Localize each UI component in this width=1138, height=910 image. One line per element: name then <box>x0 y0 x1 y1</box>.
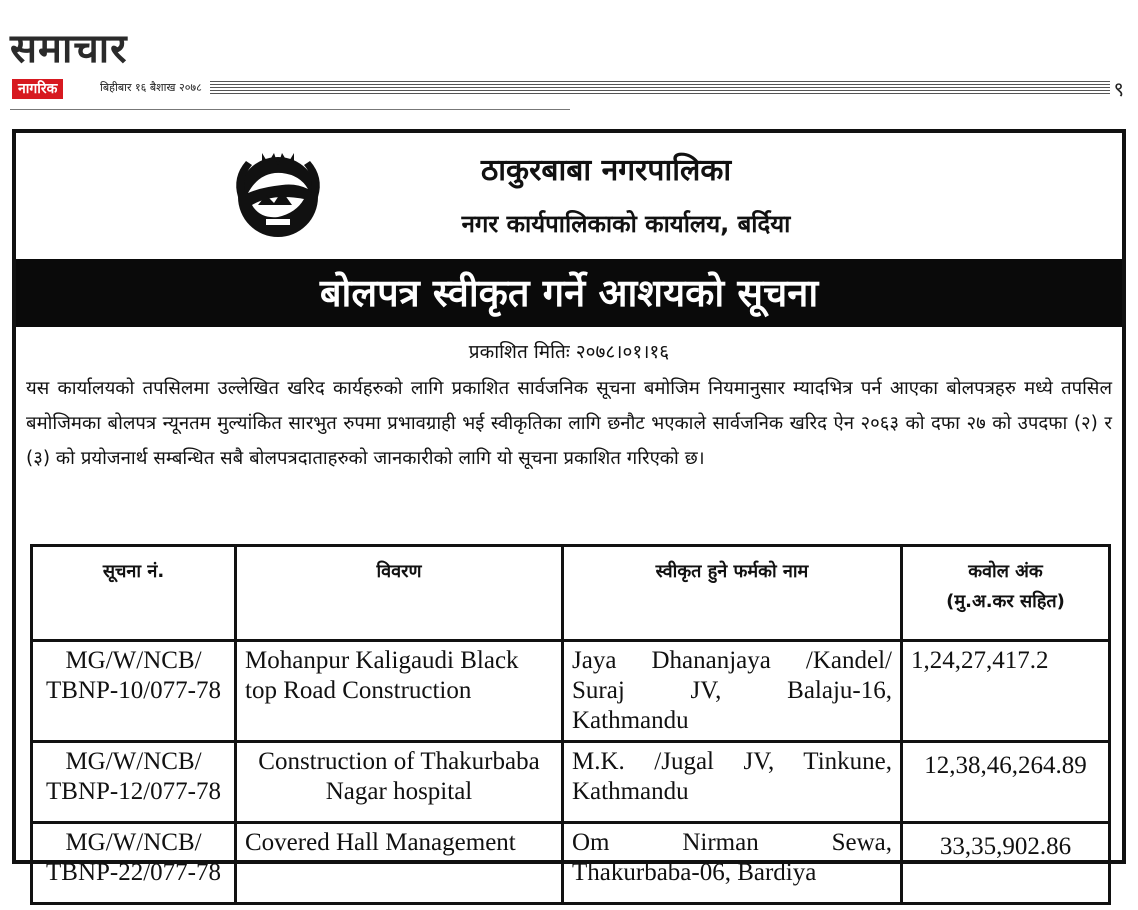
description-cell: Covered Hall Management <box>236 823 563 904</box>
masthead-rule-lines <box>210 81 1110 95</box>
issue-date: बिहीबार १६ बैशाख २०७८ <box>96 79 208 97</box>
header-firm: स्वीकृत हुने फर्मको नाम <box>563 546 902 641</box>
firm-cell: M.K. /Jugal JV, Tinkune, Kathmandu <box>563 742 902 823</box>
table-row <box>32 641 1110 742</box>
amount-cell: 12,38,46,264.89 <box>902 742 1110 823</box>
notice-no-cell <box>32 742 236 823</box>
notice-no-line-2: TBNP-10/077-78 <box>46 677 221 704</box>
tender-notice <box>12 129 1126 886</box>
firm-cell: Jaya Dhananjaya /Kandel/ Suraj JV, Balaju-16, Kathmandu <box>563 641 902 742</box>
header-bid-amount-label: कवोल अंक <box>968 561 1043 582</box>
notice-no-line-1: MG/W/NCB/ <box>65 647 202 674</box>
header-bid-amount-note: (मु.अ.कर सहित) <box>946 591 1065 612</box>
table-header-row <box>32 546 1110 641</box>
notice-no-line-1: MG/W/NCB/ <box>65 829 202 856</box>
header-notice-no: सूचना नं. <box>32 546 236 641</box>
section-title: समाचार <box>10 26 128 72</box>
organization-name: ठाकुरबाबा नगरपालिका <box>480 153 732 188</box>
notice-no-cell <box>32 823 236 904</box>
description-cell: Mohanpur Kaligaudi Black top Road Construction <box>236 641 563 742</box>
notice-no-line-1: MG/W/NCB/ <box>65 748 202 775</box>
notice-no-line-2: TBNP-12/077-78 <box>46 778 221 805</box>
notice-no-cell <box>32 641 236 742</box>
header-description: विवरण <box>236 546 563 641</box>
table-row <box>32 742 1110 823</box>
awarded-bids-table <box>30 544 1111 905</box>
table-row <box>32 823 1110 904</box>
notice-heading: बोलपत्र स्वीकृत गर्ने आशयको सूचना <box>16 259 1122 327</box>
notice-body: यस कार्यालयको तपसिलमा उल्लेखित खरिद कार्यहरुको लागि प्रकाशित सार्वजनिक सूचना बमोजिम नियमानुसार म्यादभित्र पर्न आएका बोलपत्रहरु मध्ये तपसिल बमोजिमका बोलपत्र न्यूनतम मुल्यांकित सारभुत रुपमा प्रभावग्राही भई स्वीकृतिका लागि छनौट भएकाले सार्वजनिक खरिद ऐन २०६३ को दफा २७ को उपदफा (२) र (३) को प्रयोजनार्थ सम्बन्धित सबै बोलपत्रदाताहरुको जानकारीको लागि यो सूचना प्रकाशित गरिएको छ। <box>26 378 1112 469</box>
firm-cell: Om Nirman Sewa, Thakurbaba-06, Bardiya <box>563 823 902 904</box>
published-date: प्रकाशित मितिः २०७८।०१।१६ <box>468 341 670 363</box>
description-cell: Construction of Thakurbaba Nagar hospital <box>236 742 563 823</box>
amount-cell: 33,35,902.86 <box>902 823 1110 904</box>
newspaper-masthead <box>10 25 1130 105</box>
header-bid-amount <box>902 546 1110 641</box>
amount-cell: 1,24,27,417.2 <box>902 641 1110 742</box>
office-name: नगर कार्यपालिकाको कार्यालय, बर्दिया <box>461 210 791 238</box>
nepal-emblem-icon <box>228 145 328 245</box>
brand-badge: नागरिक <box>12 79 63 99</box>
divider <box>10 109 570 110</box>
notice-no-line-2: TBNP-22/077-78 <box>46 859 221 886</box>
page-number: ९ <box>1113 77 1124 101</box>
